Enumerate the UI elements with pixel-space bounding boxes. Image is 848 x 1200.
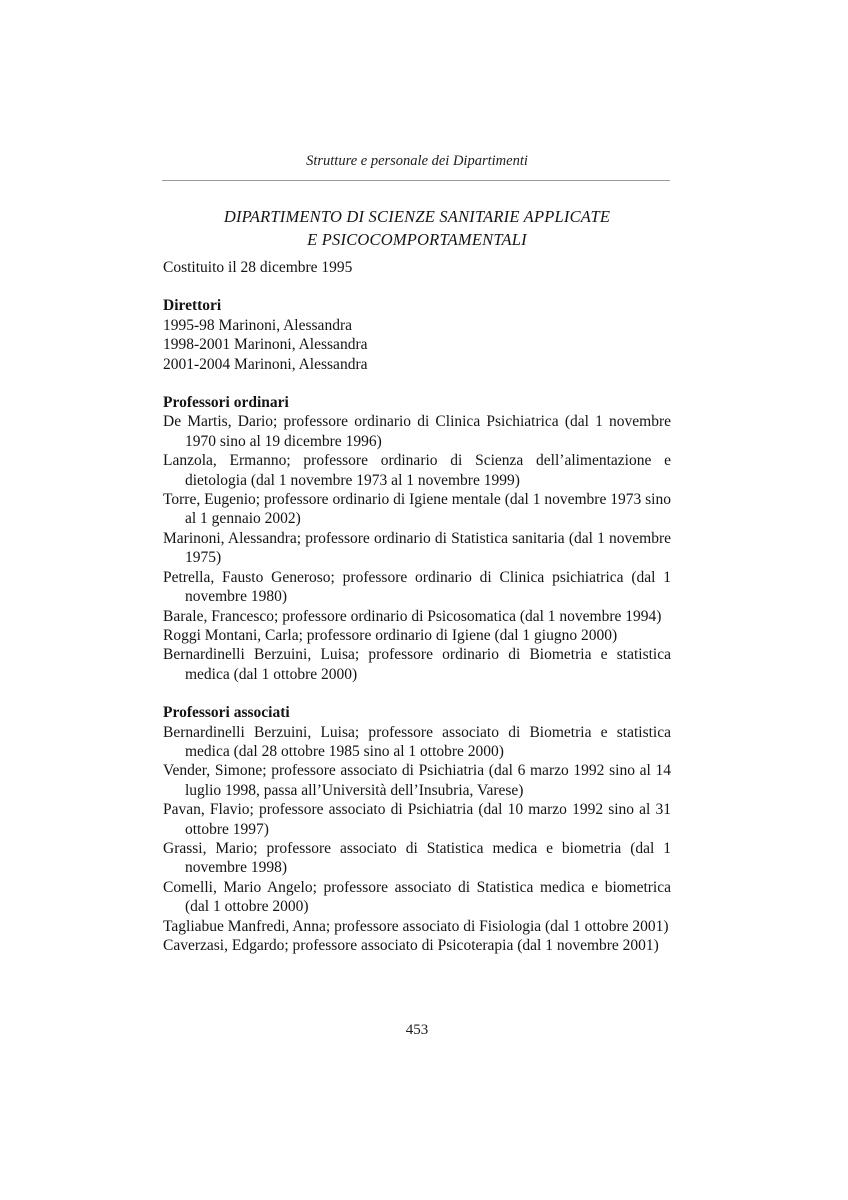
constituted-date: Costituito il 28 dicembre 1995 xyxy=(163,259,353,276)
professor-entry: Lanzola, Ermanno; professore ordinario di Scienza dell’alimentazione e dietologia (dal 1 novembre 1973 al 1 novembre 1999) xyxy=(163,452,671,489)
director-entry: 2001-2004 Marinoni, Alessandra xyxy=(163,355,368,373)
section-heading: Professori associati xyxy=(163,704,290,722)
professor-entry: Bernardinelli Berzuini, Luisa; professore ordinario di Biometria e statistica medica (dal 1 ottobre 2000) xyxy=(163,646,671,683)
section-professori-ordinari xyxy=(163,393,671,684)
professor-entry: Roggi Montani, Carla; professore ordinario di Igiene (dal 1 giugno 2000) xyxy=(163,626,618,644)
professor-entry: Caverzasi, Edgardo; professore associato di Psicoterapia (dal 1 novembre 2001) xyxy=(163,937,659,954)
professor-entry: Barale, Francesco; professore ordinario di Psicosomatica (dal 1 novembre 1994) xyxy=(163,607,662,625)
department-title-line1: DIPARTIMENTO DI SCIENZE SANITARIE APPLICATE xyxy=(223,207,611,226)
section-heading: Direttori xyxy=(163,297,222,315)
professor-entry: Grassi, Mario; professore associato di Statistica medica e biometria (dal 1 novembre 1998) xyxy=(163,839,671,877)
professor-entry: Petrella, Fausto Generoso; professore ordinario di Clinica psichiatrica (dal 1 novembre 1980) xyxy=(163,568,671,606)
professor-entry: Bernardinelli Berzuini, Luisa; professore associato di Biometria e statistica medica (dal 28 ottobre 1985 sino al 1 ottobre 2000) xyxy=(163,723,671,760)
section-heading: Professori ordinari xyxy=(163,394,289,412)
professor-entry: Pavan, Flavio; professore associato di Psichiatria (dal 10 marzo 1992 sino al 31 ottobre 1997) xyxy=(163,801,671,838)
director-entry: 1995-98 Marinoni, Alessandra xyxy=(163,316,352,334)
professor-entry: Tagliabue Manfredi, Anna; professore associato di Fisiologia (dal 1 ottobre 2001) xyxy=(163,917,669,935)
section-direttori xyxy=(163,296,671,374)
page-number: 453 xyxy=(405,1022,429,1038)
director-entry: 1998-2001 Marinoni, Alessandra xyxy=(163,336,368,354)
department-title-line2: E PSICOCOMPORTAMENTALI xyxy=(307,229,527,249)
header-rule xyxy=(162,180,670,181)
professor-entry: De Martis, Dario; professore ordinario di Clinica Psichiatrica (dal 1 novembre 1970 sino al 19 dicembre 1996) xyxy=(163,413,671,450)
professor-entry: Marinoni, Alessandra; professore ordinario di Statistica sanitaria (dal 1 novembre 1975) xyxy=(163,529,671,567)
professor-entry: Vender, Simone; professore associato di Psichiatria (dal 6 marzo 1992 sino al 14 luglio 1998, passa all’Università dell’Insubria, Varese) xyxy=(163,762,671,799)
department-title xyxy=(143,206,691,251)
page-content xyxy=(163,258,671,955)
professor-entry: Comelli, Mario Angelo; professore associato di Statistica medica e biometrica (dal 1 ottobre 2000) xyxy=(163,878,671,916)
running-header: Strutture e personale dei Dipartimenti xyxy=(306,153,528,169)
professor-entry: Torre, Eugenio; professore ordinario di Igiene mentale (dal 1 novembre 1973 sino al 1 gennaio 2002) xyxy=(163,491,671,528)
section-professori-associati xyxy=(163,703,671,955)
